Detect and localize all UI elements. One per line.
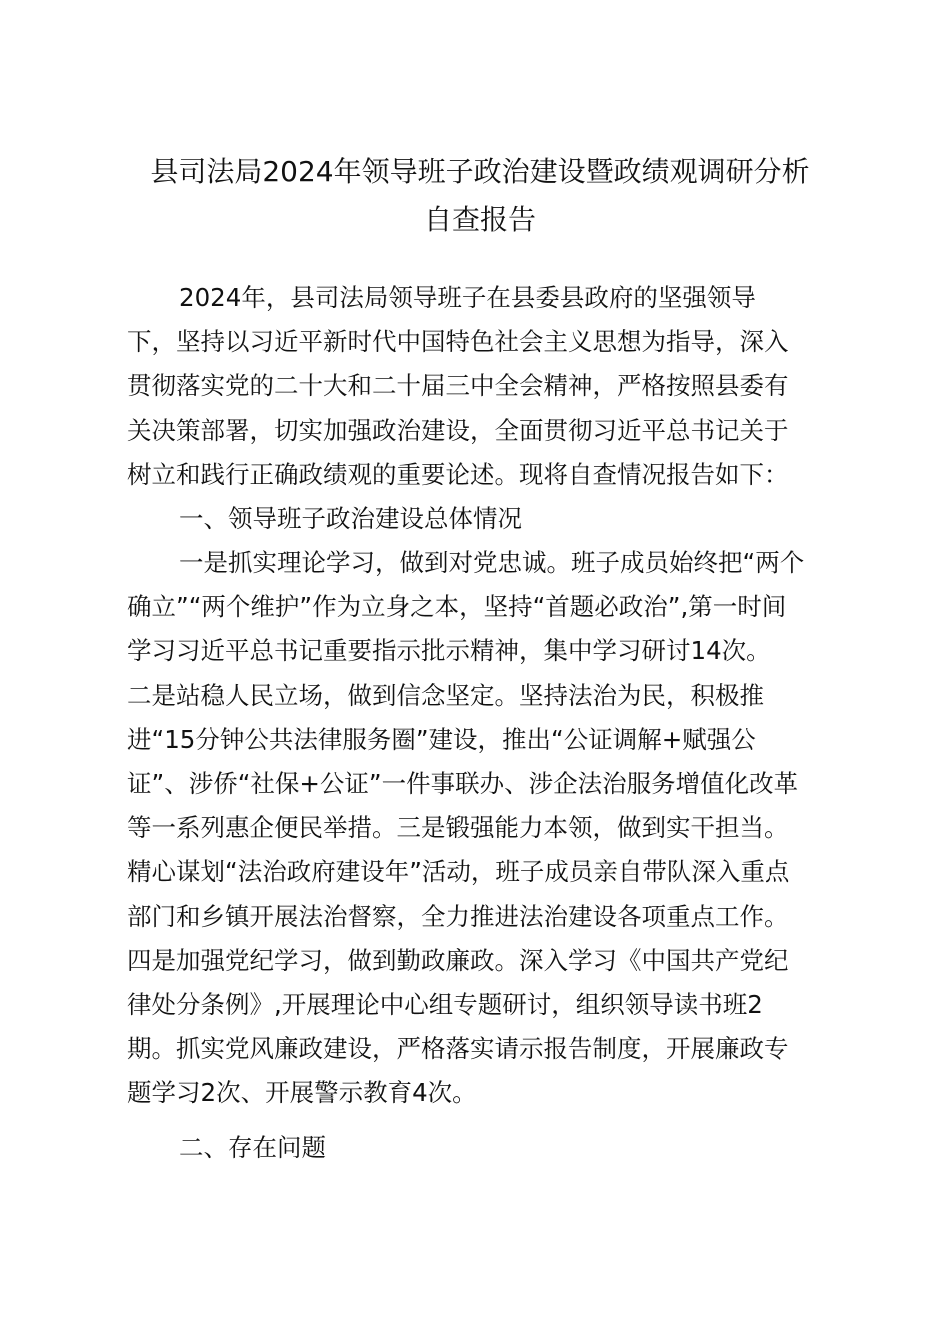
section-1-paragraph [127, 541, 847, 1115]
intro-line: 2024年，县司法局领导班子在县委县政府的坚强领导 [179, 283, 756, 312]
section-1-line: 精心谋划“法治政府建设年”活动，班子成员亲自带队深入重点 [127, 857, 790, 887]
section-1-line: 二是站稳人民立场，做到信念坚定。坚持法治为民，积极推 [127, 680, 764, 710]
section-1-line: 证”、涉侨“社保+公证”一件事联办、涉企法治服务增值化改革 [127, 768, 799, 798]
intro-line: 树立和践行正确政绩观的重要论述。现将自查情况报告如下： [127, 459, 789, 489]
section-1-line: 期。抓实党风廉政建设，严格落实请示报告制度，开展廉政专 [127, 1034, 789, 1064]
section-1-line: 进“15分钟公共法律服务圈”建设，推出“公证调解+赋强公 [127, 724, 756, 754]
document-title-line-2: 自查报告 [423, 203, 536, 236]
section-1-line: 律处分条例》,开展理论中心组专题研讨，组织领导读书班2 [127, 989, 763, 1019]
section-1-line: 部门和乡镇开展法治督察，全力推进法治建设各项重点工作。 [127, 901, 789, 931]
intro-line: 关决策部署，切实加强政治建设，全面贯彻习近平总书记关于 [127, 415, 789, 445]
section-1-line: 四是加强党纪学习，做到勤政廉政。深入学习《中国共产党纪 [127, 945, 789, 975]
intro-line: 贯彻落实党的二十大和二十届三中全会精神，严格按照县委有 [127, 371, 789, 401]
section-1-line: 等一系列惠企便民举措。三是锻强能力本领，做到实干担当。 [127, 813, 789, 843]
section-1-line: 一是抓实理论学习，做到对党忠诚。班子成员始终把“两个 [179, 548, 805, 577]
section-heading-text: 一、领导班子政治建设总体情况 [179, 504, 522, 533]
section-heading-text: 二、存在问题 [179, 1133, 326, 1162]
section-1-line: 学习习近平总书记重要指示批示精神，集中学习研讨14次。 [127, 636, 771, 666]
section-1-heading [127, 497, 847, 541]
document-title-line-1: 县司法局2024年领导班子政治建设暨政绩观调研分析 [150, 155, 810, 188]
section-1-line: 题学习2次、开展警示教育4次。 [127, 1078, 477, 1108]
intro-line: 下，坚持以习近平新时代中国特色社会主义思想为指导，深入 [127, 327, 789, 357]
intro-paragraph [127, 276, 847, 497]
section-2-heading [127, 1126, 847, 1170]
section-1-line: 确立”“两个维护”作为立身之本，坚持“首题必政治”,第一时间 [127, 592, 787, 622]
